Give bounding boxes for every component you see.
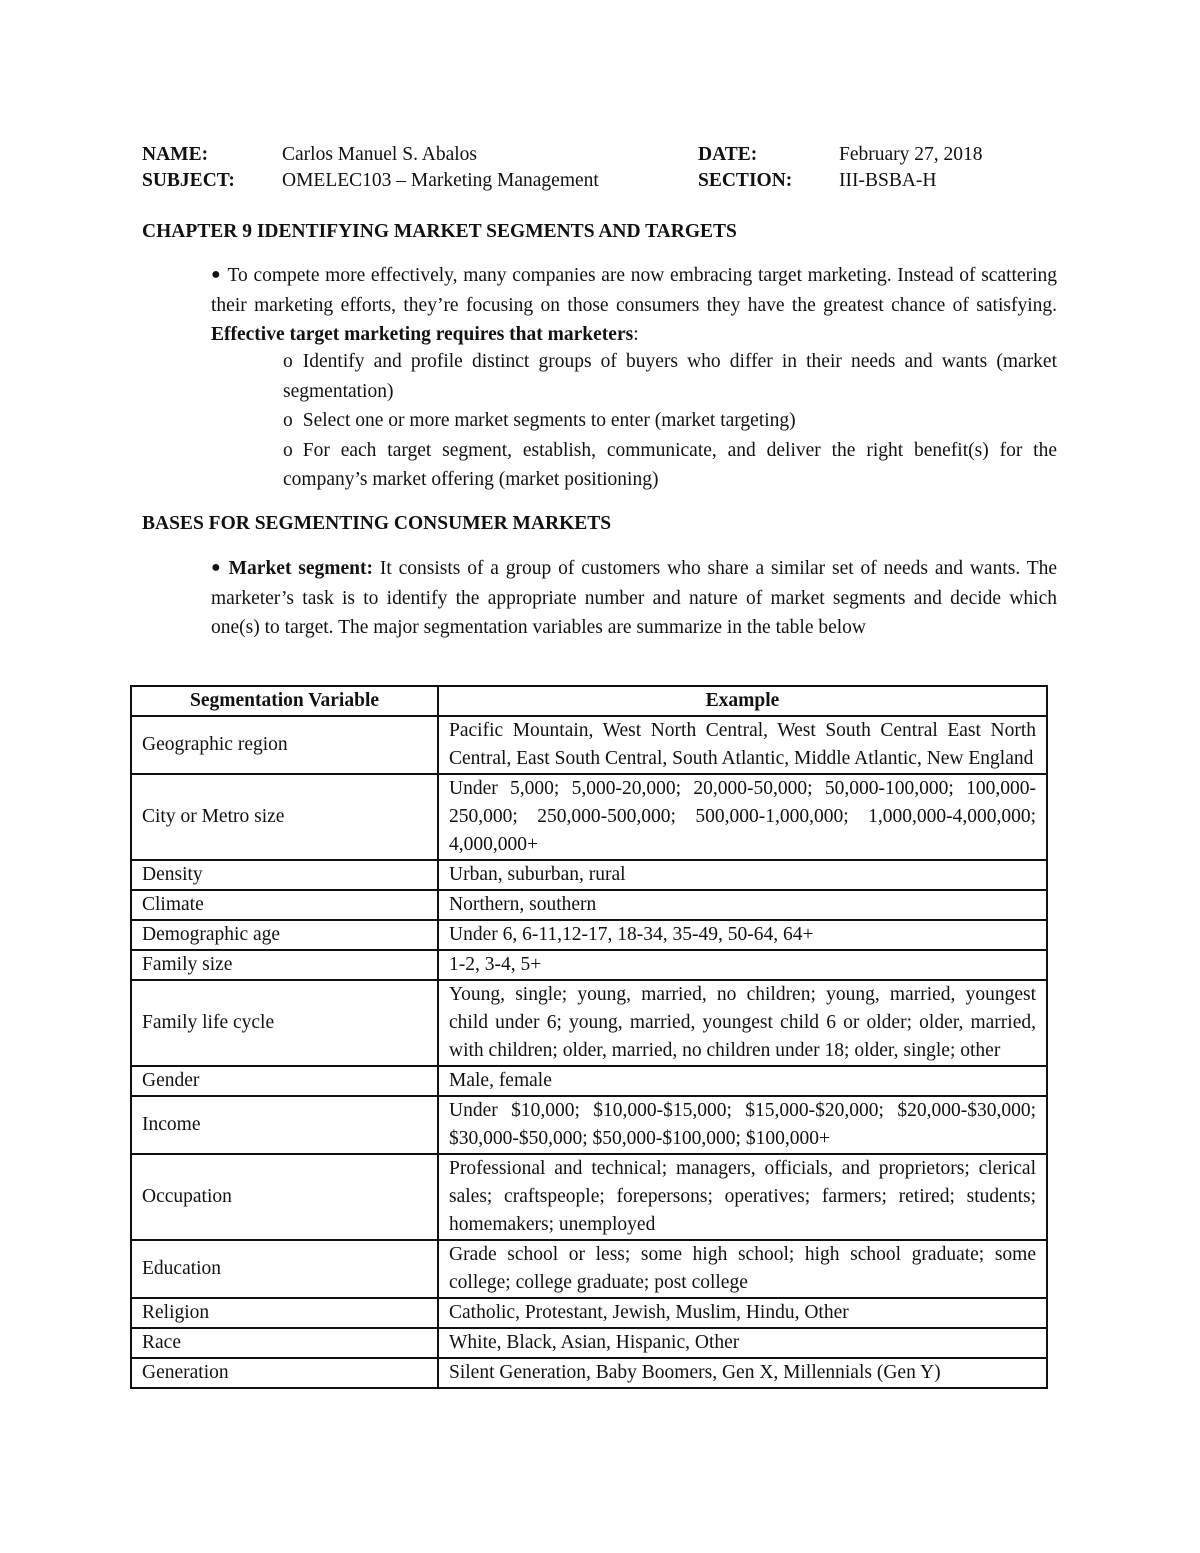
segmentation-variable-cell: Density	[131, 860, 438, 890]
table-row	[131, 1066, 1047, 1096]
segmentation-variable-cell: Occupation	[131, 1154, 438, 1240]
table-header-row	[131, 686, 1047, 716]
example-cell: White, Black, Asian, Hispanic, Other	[438, 1328, 1047, 1358]
example-cell: Northern, southern	[438, 890, 1047, 920]
example-cell: Male, female	[438, 1066, 1047, 1096]
column-header-variable: Segmentation Variable	[131, 686, 438, 716]
header-row-1	[142, 142, 1062, 168]
bases-bullet	[211, 555, 1057, 642]
example-cell: 1-2, 3-4, 5+	[438, 950, 1047, 980]
table-row	[131, 1328, 1047, 1358]
example-cell: Catholic, Protestant, Jewish, Muslim, Hindu, Other	[438, 1298, 1047, 1328]
document-header	[142, 142, 1062, 194]
table-row	[131, 1298, 1047, 1328]
segmentation-variable-cell: City or Metro size	[131, 774, 438, 860]
table-row	[131, 890, 1047, 920]
segmentation-variable-cell: Geographic region	[131, 716, 438, 774]
example-cell: Pacific Mountain, West North Central, West South Central East North Central, East South Central, South Atlantic, Middle Atlantic, New England	[438, 716, 1047, 774]
table-row	[131, 1240, 1047, 1298]
circle-marker-icon: o	[283, 351, 293, 372]
segmentation-variable-cell: Family life cycle	[131, 980, 438, 1066]
date-value: February 27, 2018	[839, 144, 983, 165]
segmentation-variable-cell: Race	[131, 1328, 438, 1358]
table-row	[131, 980, 1047, 1066]
name-label: NAME:	[142, 144, 209, 165]
segmentation-variable-cell: Generation	[131, 1358, 438, 1388]
example-cell: Urban, suburban, rural	[438, 860, 1047, 890]
example-cell: Under $10,000; $10,000-$15,000; $15,000-$20,000; $20,000-$30,000; $30,000-$50,000; $50,000-$100,000; $100,000+	[438, 1096, 1047, 1154]
table-row	[131, 1154, 1047, 1240]
segmentation-variable-cell: Education	[131, 1240, 438, 1298]
bullet-icon: ●	[211, 266, 222, 283]
example-cell: Grade school or less; some high school; high school graduate; some college; college graduate; post college	[438, 1240, 1047, 1298]
table-row	[131, 716, 1047, 774]
section-label: SECTION:	[698, 170, 793, 191]
list-item: o Select one or more market segments to enter (market targeting)	[283, 410, 796, 431]
table-body	[131, 716, 1047, 1388]
segmentation-variable-cell: Income	[131, 1096, 438, 1154]
table-row	[131, 774, 1047, 860]
example-cell: Under 5,000; 5,000-20,000; 20,000-50,000; 50,000-100,000; 100,000-250,000; 250,000-500,000; 500,000-1,000,000; 1,000,000-4,000,000; 4,000,000+	[438, 774, 1047, 860]
table-row	[131, 1096, 1047, 1154]
name-value: Carlos Manuel S. Abalos	[282, 144, 477, 165]
chapter-bullet-text: To compete more effectively, many companies are now embracing target marketing. Instead of scattering their marketing efforts, they’re focusing on those consumers they have the greatest chance of satisfying.	[211, 265, 1057, 316]
chapter-bullet-end: :	[633, 323, 639, 345]
section-value: III-BSBA-H	[839, 170, 937, 191]
segmentation-variable-cell: Climate	[131, 890, 438, 920]
example-cell: Under 6, 6-11,12-17, 18-34, 35-49, 50-64, 64+	[438, 920, 1047, 950]
header-row-2	[142, 168, 1062, 194]
example-cell: Young, single; young, married, no children; young, married, youngest child under 6; young, married, youngest child 6 or older; older, married, with children; older, married, no children under 18; older, single; other	[438, 980, 1047, 1066]
chapter-bullet-bold: Effective target marketing requires that marketers	[211, 323, 634, 345]
example-cell: Professional and technical; managers, officials, and proprietors; clerical sales; craftspeople; forepersons; operatives; farmers; retired; students; homemakers; unemployed	[438, 1154, 1047, 1240]
bases-title: BASES FOR SEGMENTING CONSUMER MARKETS	[142, 513, 612, 534]
chapter-bullet	[211, 262, 1057, 349]
list-item: o Identify and profile distinct groups of buyers who differ in their needs and wants (market segmentation)	[283, 351, 1057, 402]
subject-label: SUBJECT:	[142, 170, 235, 191]
list-item: o For each target segment, establish, communicate, and deliver the right benefit(s) for the company’s market offering (market positioning)	[283, 439, 1057, 490]
circle-marker-icon: o	[283, 439, 293, 461]
subject-value: OMELEC103 – Marketing Management	[282, 170, 599, 191]
table-row	[131, 920, 1047, 950]
segmentation-variable-cell: Demographic age	[131, 920, 438, 950]
segmentation-variable-cell: Religion	[131, 1298, 438, 1328]
chapter-sub-list	[283, 347, 1057, 495]
table-row	[131, 1358, 1047, 1388]
segmentation-variable-cell: Family size	[131, 950, 438, 980]
segmentation-table	[130, 685, 1048, 1389]
bases-bullet-bold: Market segment:	[228, 558, 374, 579]
bullet-icon: ●	[211, 559, 223, 576]
chapter-title: CHAPTER 9 IDENTIFYING MARKET SEGMENTS AND TARGETS	[142, 221, 737, 242]
column-header-example: Example	[438, 686, 1047, 716]
example-cell: Silent Generation, Baby Boomers, Gen X, Millennials (Gen Y)	[438, 1358, 1047, 1388]
segmentation-variable-cell: Gender	[131, 1066, 438, 1096]
circle-marker-icon: o	[283, 410, 293, 431]
table-row	[131, 860, 1047, 890]
date-label: DATE:	[698, 144, 758, 165]
bases-bullet-text: It consists of a group of customers who share a similar set of needs and wants. The marketer’s task is to identify the appropriate number and nature of market segments and decide which one(s) to target. The major segmentation variables are summarize in the table below	[211, 558, 1058, 638]
table-row	[131, 950, 1047, 980]
